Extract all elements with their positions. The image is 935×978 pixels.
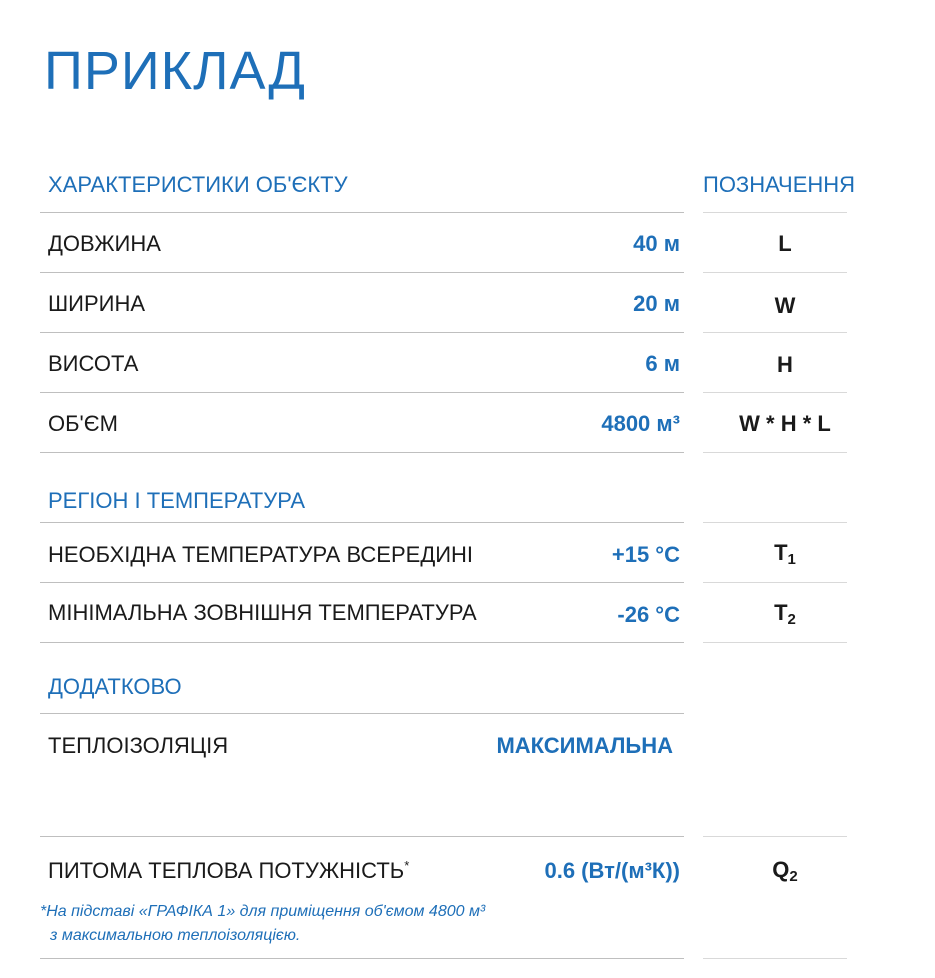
- divider: [703, 836, 847, 837]
- divider: [40, 713, 684, 714]
- row-value-length: 40 м: [633, 231, 680, 256]
- divider: [40, 522, 684, 523]
- section-header-region: РЕГІОН І ТЕМПЕРАТУРА: [48, 488, 306, 513]
- row-label-inside-temp: НЕОБХІДНА ТЕМПЕРАТУРА ВСЕРЕДИНІ: [48, 542, 474, 567]
- row-label-outside-temp: МІНІМАЛЬНА ЗОВНІШНЯ ТЕМПЕРАТУРА: [48, 600, 477, 625]
- divider: [703, 272, 847, 273]
- row-value-insulation: МАКСИМАЛЬНА: [496, 733, 673, 758]
- row-value-width: 20 м: [633, 291, 680, 316]
- row-label-length: ДОВЖИНА: [48, 231, 161, 256]
- footnote-line-1: *На підставі «ГРАФІКА 1» для приміщення об'ємом 4800 м³: [40, 903, 486, 920]
- row-label-volume: ОБ'ЄМ: [48, 411, 118, 436]
- divider: [40, 272, 684, 273]
- page-title: ПРИКЛАД: [44, 41, 306, 101]
- divider: [40, 212, 684, 213]
- divider: [40, 582, 684, 583]
- divider: [703, 522, 847, 523]
- row-value-inside-temp: +15 °C: [611, 542, 680, 567]
- footnote-line-2: з максимальною теплоізоляцією.: [50, 927, 301, 944]
- row-label-height: ВИСОТА: [48, 351, 139, 376]
- row-value-specific-power: 0.6 (Вт/(м³К)): [544, 858, 680, 883]
- divider: [40, 642, 684, 643]
- row-label-insulation: ТЕПЛОІЗОЛЯЦІЯ: [48, 733, 229, 758]
- divider: [703, 392, 847, 393]
- row-symbol-width: W: [774, 293, 796, 318]
- row-symbol-volume: W * H * L: [739, 411, 831, 436]
- row-value-volume: 4800 м³: [601, 411, 680, 436]
- row-value-height: 6 м: [645, 351, 680, 376]
- section-header-extra: ДОДАТКОВО: [48, 674, 182, 699]
- divider: [703, 642, 847, 643]
- divider: [703, 958, 847, 959]
- row-symbol-height: H: [777, 352, 793, 377]
- footnote: [40, 900, 485, 948]
- divider: [40, 958, 684, 959]
- divider: [40, 392, 684, 393]
- row-label-specific-power: ПИТОМА ТЕПЛОВА ПОТУЖНІСТЬ*: [48, 858, 410, 883]
- divider: [703, 332, 847, 333]
- row-symbol-outside-temp: $T_2$: [774, 600, 796, 628]
- divider: [40, 332, 684, 333]
- section-header-object: ХАРАКТЕРИСТИКИ ОБ'ЄКТУ: [48, 172, 348, 197]
- divider: [703, 212, 847, 213]
- row-label-width: ШИРИНА: [48, 291, 146, 316]
- row-value-outside-temp: -26 °C: [617, 602, 680, 627]
- row-symbol-length: L: [778, 231, 792, 256]
- designations-header: ПОЗНАЧЕННЯ: [703, 172, 856, 197]
- row-symbol-inside-temp: $T_1$: [774, 540, 796, 568]
- divider: [40, 452, 684, 453]
- divider: [703, 582, 847, 583]
- row-symbol-specific-power: $Q_2$: [772, 857, 798, 885]
- divider: [703, 452, 847, 453]
- divider: [40, 836, 684, 837]
